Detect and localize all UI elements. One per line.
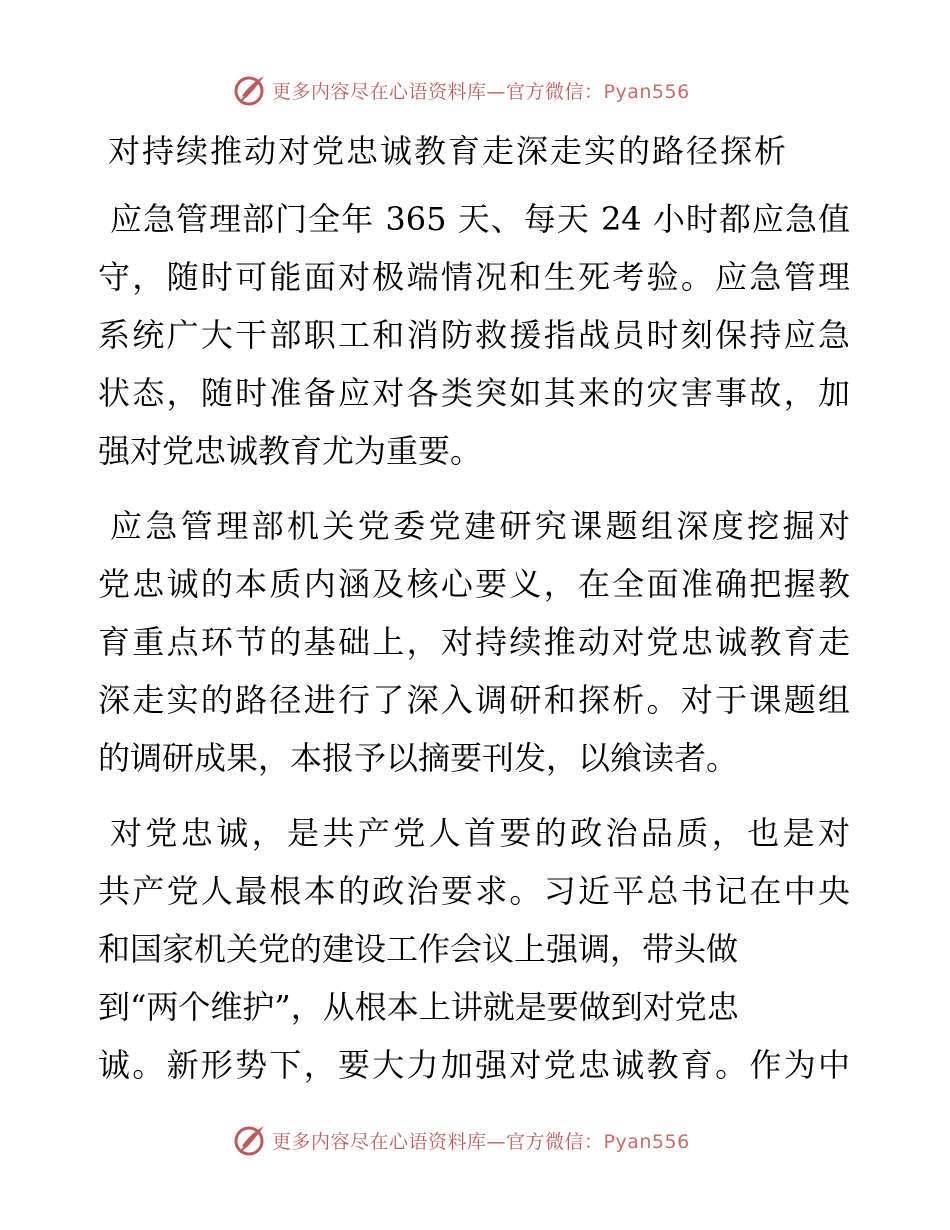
quill-logo-icon	[232, 1122, 268, 1158]
watermark-text: 更多内容尽在心语资料库—官方微信：Pyan556	[272, 80, 690, 103]
paragraph-2	[98, 497, 850, 787]
paragraph-line: 和国家机关党的建设工作会议上强调，带头做	[98, 930, 739, 968]
paragraph-line: 育重点环节的基础上，对持续推动对党忠诚教育走	[98, 623, 850, 661]
paragraph-1	[98, 190, 850, 480]
wechat-id: Pyan556	[603, 80, 690, 103]
paragraph-line: 深走实的路径进行了深入调研和探析。对于课题组	[98, 681, 850, 719]
paragraph-line: 的调研成果，本报予以摘要刊发，以飨读者。	[98, 739, 739, 777]
watermark-text: 更多内容尽在心语资料库—官方微信：Pyan556	[272, 1130, 690, 1153]
header-watermark	[0, 70, 950, 110]
paragraph-line: 系统广大干部职工和消防救援指战员时刻保持应急	[98, 316, 850, 354]
paragraph-3	[98, 804, 850, 1094]
paragraph-line: 强对党忠诚教育尤为重要。	[98, 432, 483, 470]
paragraph-line: 对党忠诚，是共产党人首要的政治品质，也是对	[110, 814, 850, 852]
paragraph-line: 应急管理部门全年 365 天、每天 24 小时都应急值	[110, 200, 850, 238]
paragraph-line: 应急管理部机关党委党建研究课题组深度挖掘对	[110, 507, 850, 545]
paragraph-line: 共产党人最根本的政治要求。习近平总书记在中央	[98, 872, 850, 910]
wechat-id: Pyan556	[603, 1130, 690, 1153]
paragraph-line: 守，随时可能面对极端情况和生死考验。应急管理	[98, 258, 850, 296]
quill-logo-icon	[232, 72, 268, 108]
paragraph-line: 党忠诚的本质内涵及核心要义，在全面准确把握教	[98, 565, 850, 603]
footer-watermark	[0, 1120, 950, 1160]
paragraph-line: 状态，随时准备应对各类突如其来的灾害事故，加	[98, 374, 850, 412]
document-title: 对持续推动对党忠诚教育走深走实的路径探析	[108, 132, 789, 170]
paragraph-line: 到“两个维护”，从根本上讲就是要做到对党忠	[98, 988, 739, 1026]
paragraph-line: 诚。新形势下，要大力加强对党忠诚教育。作为中	[98, 1046, 850, 1084]
